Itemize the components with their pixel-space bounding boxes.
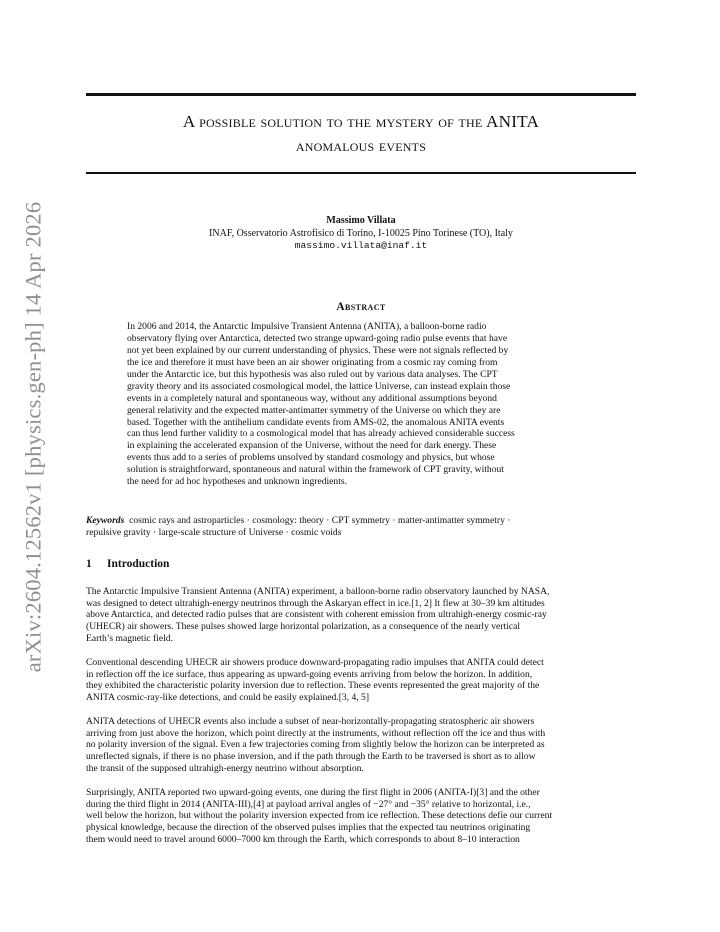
author-name: Massimo Villata — [326, 215, 396, 226]
abstract-line: observatory flying over Antarctica, detected two strange upward-going radio pulse events that have — [127, 332, 508, 344]
arxiv-identifier-text: arXiv:2604.12562v1 [physics.gen-ph] 14 Apr 2026 — [20, 201, 46, 673]
section-heading — [86, 558, 169, 570]
abstract-line: in explaining the accelerated expansion of the Universe, without the need for dark energy. These — [127, 440, 497, 452]
abstract-line: can thus lend further validity to a cosmological model that has already achieved considerable success — [127, 428, 515, 440]
paragraph-line: they exhibited the characteristic polarity inversion due to reflection. These events represented the great majority of the — [86, 680, 540, 692]
author-email[interactable]: massimo.villata@inaf.it — [294, 240, 428, 252]
title-line: anomalous events — [295, 136, 427, 155]
abstract-line: In 2006 and 2014, the Antarctic Impulsive Transient Antenna (ANITA), a balloon-borne radio — [127, 321, 487, 332]
paragraph-line: arriving from just above the horizon, which point directly at the instruments, without reflection off the ice and thus with — [86, 727, 546, 739]
abstract-body — [127, 321, 595, 488]
author-affiliation: INAF, Osservatorio Astrofisico di Torino, I-10025 Pino Torinese (TO), Italy — [209, 227, 513, 239]
abstract-line: gravity theory and its associated cosmological model, the lattice Universe, can instead explain those — [127, 380, 511, 392]
title-rule-top — [86, 93, 636, 96]
section-number: 1 — [86, 558, 92, 570]
keywords-line: repulsive gravity · large-scale structure of Universe · cosmic voids — [86, 527, 342, 538]
abstract-line: general relativity and the expected matter-antimatter symmetry of the Universe on which they are — [127, 404, 501, 416]
title-line: A possible solution to the mystery of the ANITA — [182, 112, 540, 131]
abstract-line: the ice and therefore it must have been an air shower originating from a cosmic ray coming from — [127, 356, 498, 368]
abstract-line: based. Together with the antihelium candidate events from AMS-02, the anomalous ANITA events — [127, 416, 505, 428]
title-rule-bottom — [86, 172, 636, 174]
paragraph-line: during the third flight in 2014 (ANITA-III),[4] at payload arrival angles of −27° and −35° relative to horizontal, i.e., — [86, 798, 531, 810]
keywords-block — [86, 515, 638, 539]
paper-title — [86, 110, 636, 158]
paragraph — [86, 586, 638, 644]
paragraph-line: Conventional descending UHECR air showers produce downward-propagating radio impulses that ANITA could detect — [86, 657, 544, 668]
abstract-heading: Abstract — [336, 301, 386, 313]
paragraph-line: well below the horizon, but without the polarity inversion expected from ice reflection. These detections defie our current — [86, 810, 553, 822]
abstract-line: under the Antarctic ice, but this hypothesis was also ruled out by various data analyses. The CPT — [127, 368, 498, 380]
paragraph-line: The Antarctic Impulsive Transient Antenna (ANITA) experiment, a balloon-borne radio observatory launched by NASA, — [86, 586, 550, 597]
paragraph-line: was designed to detect ultrahigh-energy neutrinos through the Askaryan effect in ice.[1, 2] It flew at 30–39 km altitudes — [86, 597, 545, 609]
section-title: Introduction — [107, 558, 170, 570]
paragraph-line: ANITA cosmic-ray-like detections, and could be easily explained.[3, 4, 5] — [86, 691, 370, 703]
paragraph-line: physical knowledge, because the direction of the observed pulses implies that the expected tau neutrinos originating — [86, 821, 531, 833]
paragraph-line: ANITA detections of UHECR events also include a subset of near-horizontally-propagating stratospheric air showers — [86, 716, 535, 727]
paragraph-line: no polarity inversion of the signal. Even a few trajectories coming from slightly below the horizon can be interpreted as — [86, 739, 545, 751]
abstract-line: events in a completely natural and spontaneous way, without any additional assumptions beyond — [127, 392, 497, 404]
paragraph-line: in reflection off the ice surface, thus appearing as upward-going events arriving from below the horizon. In addition, — [86, 668, 533, 680]
paragraph-line: unreflected signals, if there is no phase inversion, and if the path through the Earth to be traversed is short as to allow — [86, 750, 536, 762]
paragraph — [86, 716, 638, 774]
author-block — [86, 215, 636, 253]
abstract-line: events thus add to a series of problems unsolved by standard cosmology and physics, but whose — [127, 452, 495, 464]
paragraph-line: (UHECR) air showers. These pulses showed large horizontal polarization, as a consequence of the nearly vertical — [86, 620, 520, 632]
abstract-line: not yet been explained by our current understanding of physics. These were not signals reflected by — [127, 344, 509, 356]
abstract-line: solution is straightforward, spontaneous and natural within the framework of CPT gravity, without — [127, 464, 504, 476]
paragraph-line: Surprisingly, ANITA reported two upward-going events, one during the first flight in 2006 (ANITA-I)[3] and the other — [86, 787, 540, 798]
paragraph-line: them would need to travel around 6000–7000 km through the Earth, which corresponds to about 8–10 interaction — [86, 833, 520, 845]
paragraph-line: above Antarctica, and detected radio pulses that are consistent with coherent emission from ultrahigh-energy cosmic-ray — [86, 609, 547, 621]
keywords-line — [86, 515, 638, 527]
abstract-line: the need for ad hoc hypotheses and unknown ingredients. — [127, 476, 347, 488]
paragraph — [86, 657, 638, 704]
paragraph — [86, 787, 638, 845]
paragraph-line: Earth’s magnetic field. — [86, 632, 173, 644]
arxiv-identifier — [18, 201, 48, 673]
keywords-label: Keywords — [86, 515, 125, 526]
keywords-text: cosmic rays and astroparticles · cosmology: theory · CPT symmetry · matter-antimatter symmetry · — [129, 515, 511, 526]
paragraph-line: the transit of the supposed ultrahigh-energy neutrino without absorption. — [86, 762, 364, 774]
